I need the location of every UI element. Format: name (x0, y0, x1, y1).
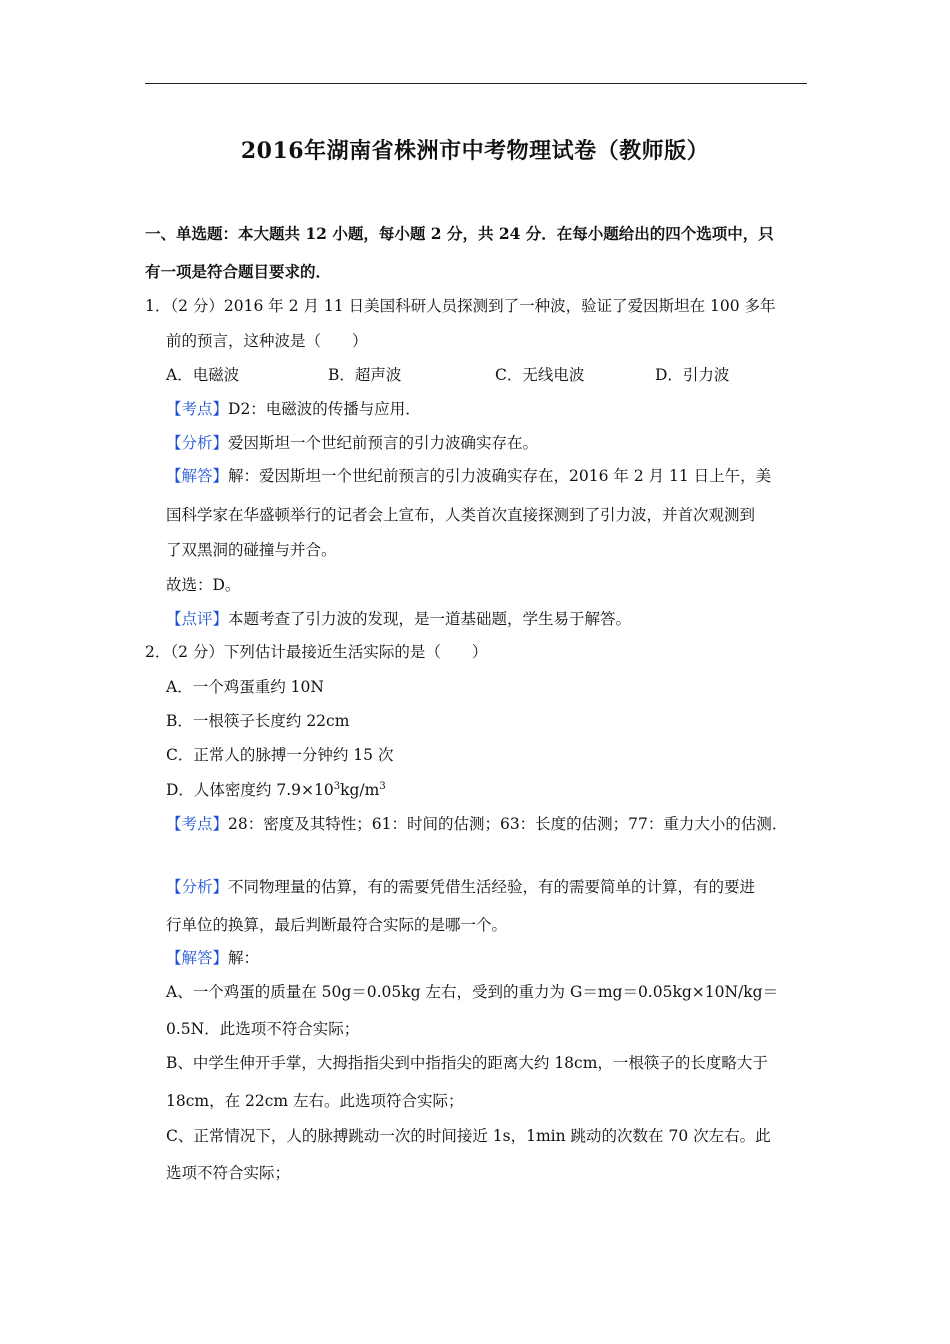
q2-stem: 2．（2 分）下列估计最接近生活实际的是（ ） (145, 643, 488, 661)
q2-jieda-text: 解： (228, 949, 260, 967)
q1-kaodian-text: D2：电磁波的传播与应用． (228, 400, 421, 418)
q2-fenxi-line2: 行单位的换算，最后判断最符合实际的是哪一个。 (166, 916, 508, 934)
q2-analysis-b-line1: B、中学生伸开手掌，大拇指指尖到中指指尖的距离大约 18cm，一根筷子的长度略大于 (166, 1054, 768, 1072)
q1-fenxi (166, 433, 538, 453)
q2-option-d-exp1: 3 (333, 780, 341, 792)
q1-dianping-text: 本题考查了引力波的发现，是一道基础题，学生易于解答。 (228, 610, 632, 628)
q1-option-c: C．无线电波 (495, 366, 585, 384)
kaodian-tag: 【考点】 (166, 400, 229, 418)
q1-option-a: A．电磁波 (166, 366, 240, 384)
q2-fenxi-line1 (166, 877, 755, 897)
dianping-tag: 【点评】 (166, 610, 229, 628)
q1-stem-line1: 1．（2 分）2016 年 2 月 11 日美国科研人员探测到了一种波，验证了爱因斯坦在 100 多年 (145, 297, 776, 315)
jieda-tag: 【解答】 (166, 467, 229, 485)
section-heading-line2: 有一项是符合题目要求的． (145, 262, 332, 281)
q2-option-a: A．一个鸡蛋重约 10N (166, 678, 324, 696)
q2-kaodian-text: 28：密度及其特性；61：时间的估测；63：长度的估测；77：重力大小的估测． (228, 815, 788, 833)
q2-option-d-text: D．人体密度约 7.9×10 (166, 781, 334, 799)
q2-analysis-a-line2: 0.5N．此选项不符合实际； (166, 1020, 360, 1038)
q1-jieda-line2: 国科学家在华盛顿举行的记者会上宣布，人类首次直接探测到了引力波，并首次观测到 (166, 506, 756, 524)
section-heading-line1: 一、单选题：本大题共 12 小题，每小题 2 分，共 24 分．在每小题给出的四个选项中，只 (145, 224, 774, 243)
q1-jieda-line1 (166, 466, 771, 486)
fenxi-tag: 【分析】 (166, 434, 229, 452)
q1-answer: 故选：D。 (166, 576, 241, 594)
q2-fenxi-text1: 不同物理量的估算，有的需要凭借生活经验，有的需要简单的计算，有的要进 (228, 878, 756, 896)
q1-stem-line2: 前的预言，这种波是（ ） (166, 332, 368, 350)
header-rule (145, 83, 807, 84)
kaodian-tag: 【考点】 (166, 815, 229, 833)
q1-jieda-text1: 解：爱因斯坦一个世纪前预言的引力波确实存在，2016 年 2 月 11 日上午，美 (228, 467, 772, 485)
q2-option-d-unit: kg/m (340, 781, 380, 799)
q1-dianping (166, 609, 631, 629)
q1-option-b: B．超声波 (328, 366, 402, 384)
q2-kaodian (166, 814, 787, 834)
q2-analysis-c-line2: 选项不符合实际； (166, 1164, 291, 1182)
page-title: 2016年湖南省株洲市中考物理试卷（教师版） (240, 138, 710, 164)
q2-analysis-a-line1: A、一个鸡蛋的质量在 50g＝0.05kg 左右，受到的重力为 G＝mg＝0.05kg×10N/kg＝ (166, 983, 779, 1001)
q2-jieda (166, 948, 259, 968)
q1-jieda-line3: 了双黑洞的碰撞与并合。 (166, 541, 337, 559)
q2-analysis-b-line2: 18cm，在 22cm 左右。此选项符合实际； (166, 1092, 464, 1110)
q2-option-d (166, 780, 386, 800)
q2-option-b: B．一根筷子长度约 22cm (166, 712, 350, 730)
q1-option-d: D．引力波 (655, 366, 730, 384)
jieda-tag: 【解答】 (166, 949, 229, 967)
q2-option-d-exp2: 3 (379, 780, 386, 792)
q2-analysis-c-line1: C、正常情况下，人的脉搏跳动一次的时间接近 1s，1min 跳动的次数在 70 次左右。此 (166, 1127, 771, 1145)
fenxi-tag: 【分析】 (166, 878, 229, 896)
q1-kaodian (166, 399, 421, 419)
q2-option-c: C．正常人的脉搏一分钟约 15 次 (166, 746, 394, 764)
q1-fenxi-text: 爱因斯坦一个世纪前预言的引力波确实存在。 (228, 434, 539, 452)
